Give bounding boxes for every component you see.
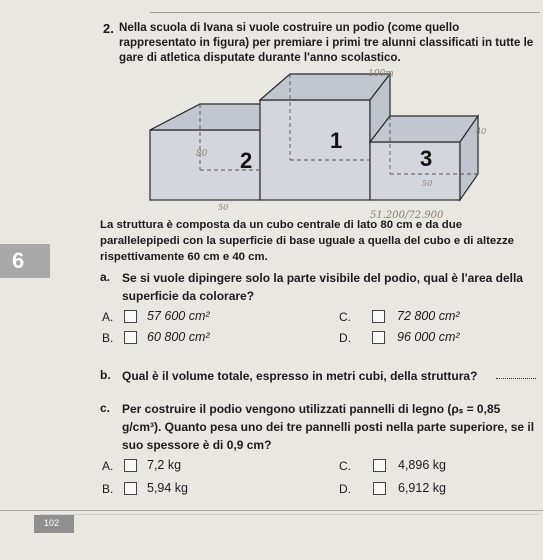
option-c-A-value: 7,2 kg xyxy=(147,458,182,472)
item-a-text: Se si vuole dipingere solo la parte visibile del podio, qual è l'area della superficie da colorare? xyxy=(122,271,523,303)
podium-label-1: 1 xyxy=(330,128,343,153)
option-c-A-checkbox[interactable] xyxy=(124,459,137,472)
sidebar-number: 6 xyxy=(12,248,25,273)
option-a-C-checkbox[interactable] xyxy=(372,310,385,323)
option-a-A-checkbox[interactable] xyxy=(124,310,137,323)
option-c-A-letter: A. xyxy=(102,459,114,473)
option-a-A-letter: A. xyxy=(102,310,114,324)
option-c-C-letter: C. xyxy=(339,459,351,473)
podium-label-2: 2 xyxy=(240,148,253,173)
option-c-C-value: 4,896 kg xyxy=(398,458,446,472)
top-rule xyxy=(150,12,540,13)
option-c-B-letter: B. xyxy=(102,482,114,496)
option-a-D-value: 96 000 cm² xyxy=(397,330,460,344)
option-a-B-letter: B. xyxy=(102,331,114,345)
option-a-B-value: 60 800 cm² xyxy=(147,330,210,344)
page-number: 102 xyxy=(44,518,60,528)
option-c-D-value: 6,912 kg xyxy=(398,481,446,495)
question-number: 2. xyxy=(103,21,114,36)
podium-center-front xyxy=(260,100,370,200)
footer-rule-2 xyxy=(40,514,540,515)
handwritten-40: 40 xyxy=(476,127,487,136)
option-a-C-value: 72 800 cm² xyxy=(397,309,460,323)
option-a-B-checkbox[interactable] xyxy=(124,331,137,344)
podium-figure xyxy=(140,60,543,220)
handwritten-50-right: 50 xyxy=(422,179,433,188)
footer-rule xyxy=(0,510,543,511)
figure-caption: La struttura è composta da un cubo centrale di lato 80 cm e da due parallelepipedi con la superficie di base uguale a quella del cubo e di altezze rispettivamente 60 cm e 40 cm. xyxy=(100,219,514,263)
item-c-letter: c. xyxy=(100,401,111,415)
handwritten-50-left: 50 xyxy=(218,203,229,212)
page-number-badge xyxy=(34,515,74,533)
item-c-text: Per costruire il podio vengono utilizzati pannelli di legno (ρₛ = 0,85 g/cm³). Quanto pesa uno dei tre pannelli posti nella parte superiore, se il suo spessore è di 0,9 cm? xyxy=(122,402,535,452)
sidebar-tab xyxy=(0,244,50,278)
option-c-D-checkbox[interactable] xyxy=(373,482,386,495)
item-b-letter: b. xyxy=(100,368,111,382)
option-c-D-letter: D. xyxy=(339,482,351,496)
handwritten-100m: 100m xyxy=(368,69,394,79)
option-c-B-checkbox[interactable] xyxy=(124,482,137,495)
podium-label-3: 3 xyxy=(420,146,433,171)
option-a-D-checkbox[interactable] xyxy=(372,331,385,344)
option-c-C-checkbox[interactable] xyxy=(373,459,386,472)
handwritten-calc: 51.200/72.900 xyxy=(370,210,444,220)
item-b-answer-line[interactable] xyxy=(496,378,536,379)
option-a-A-value: 57 600 cm² xyxy=(147,309,210,323)
option-a-D-letter: D. xyxy=(339,331,351,345)
item-b-text: Qual è il volume totale, espresso in metri cubi, della struttura? xyxy=(122,369,478,383)
option-a-C-letter: C. xyxy=(339,310,351,324)
option-c-B-value: 5,94 kg xyxy=(147,481,189,495)
item-a-letter: a. xyxy=(100,270,111,284)
intro-text: Nella scuola di Ivana si vuole costruire un podio (come quello rappresentato in figura) per premiare i primi tre alunni classificati in tutte le gare di atletica disputate durante l'anno scolastico. xyxy=(119,21,534,64)
handwritten-80: 80 xyxy=(196,149,208,159)
podium-right-front xyxy=(370,142,460,200)
